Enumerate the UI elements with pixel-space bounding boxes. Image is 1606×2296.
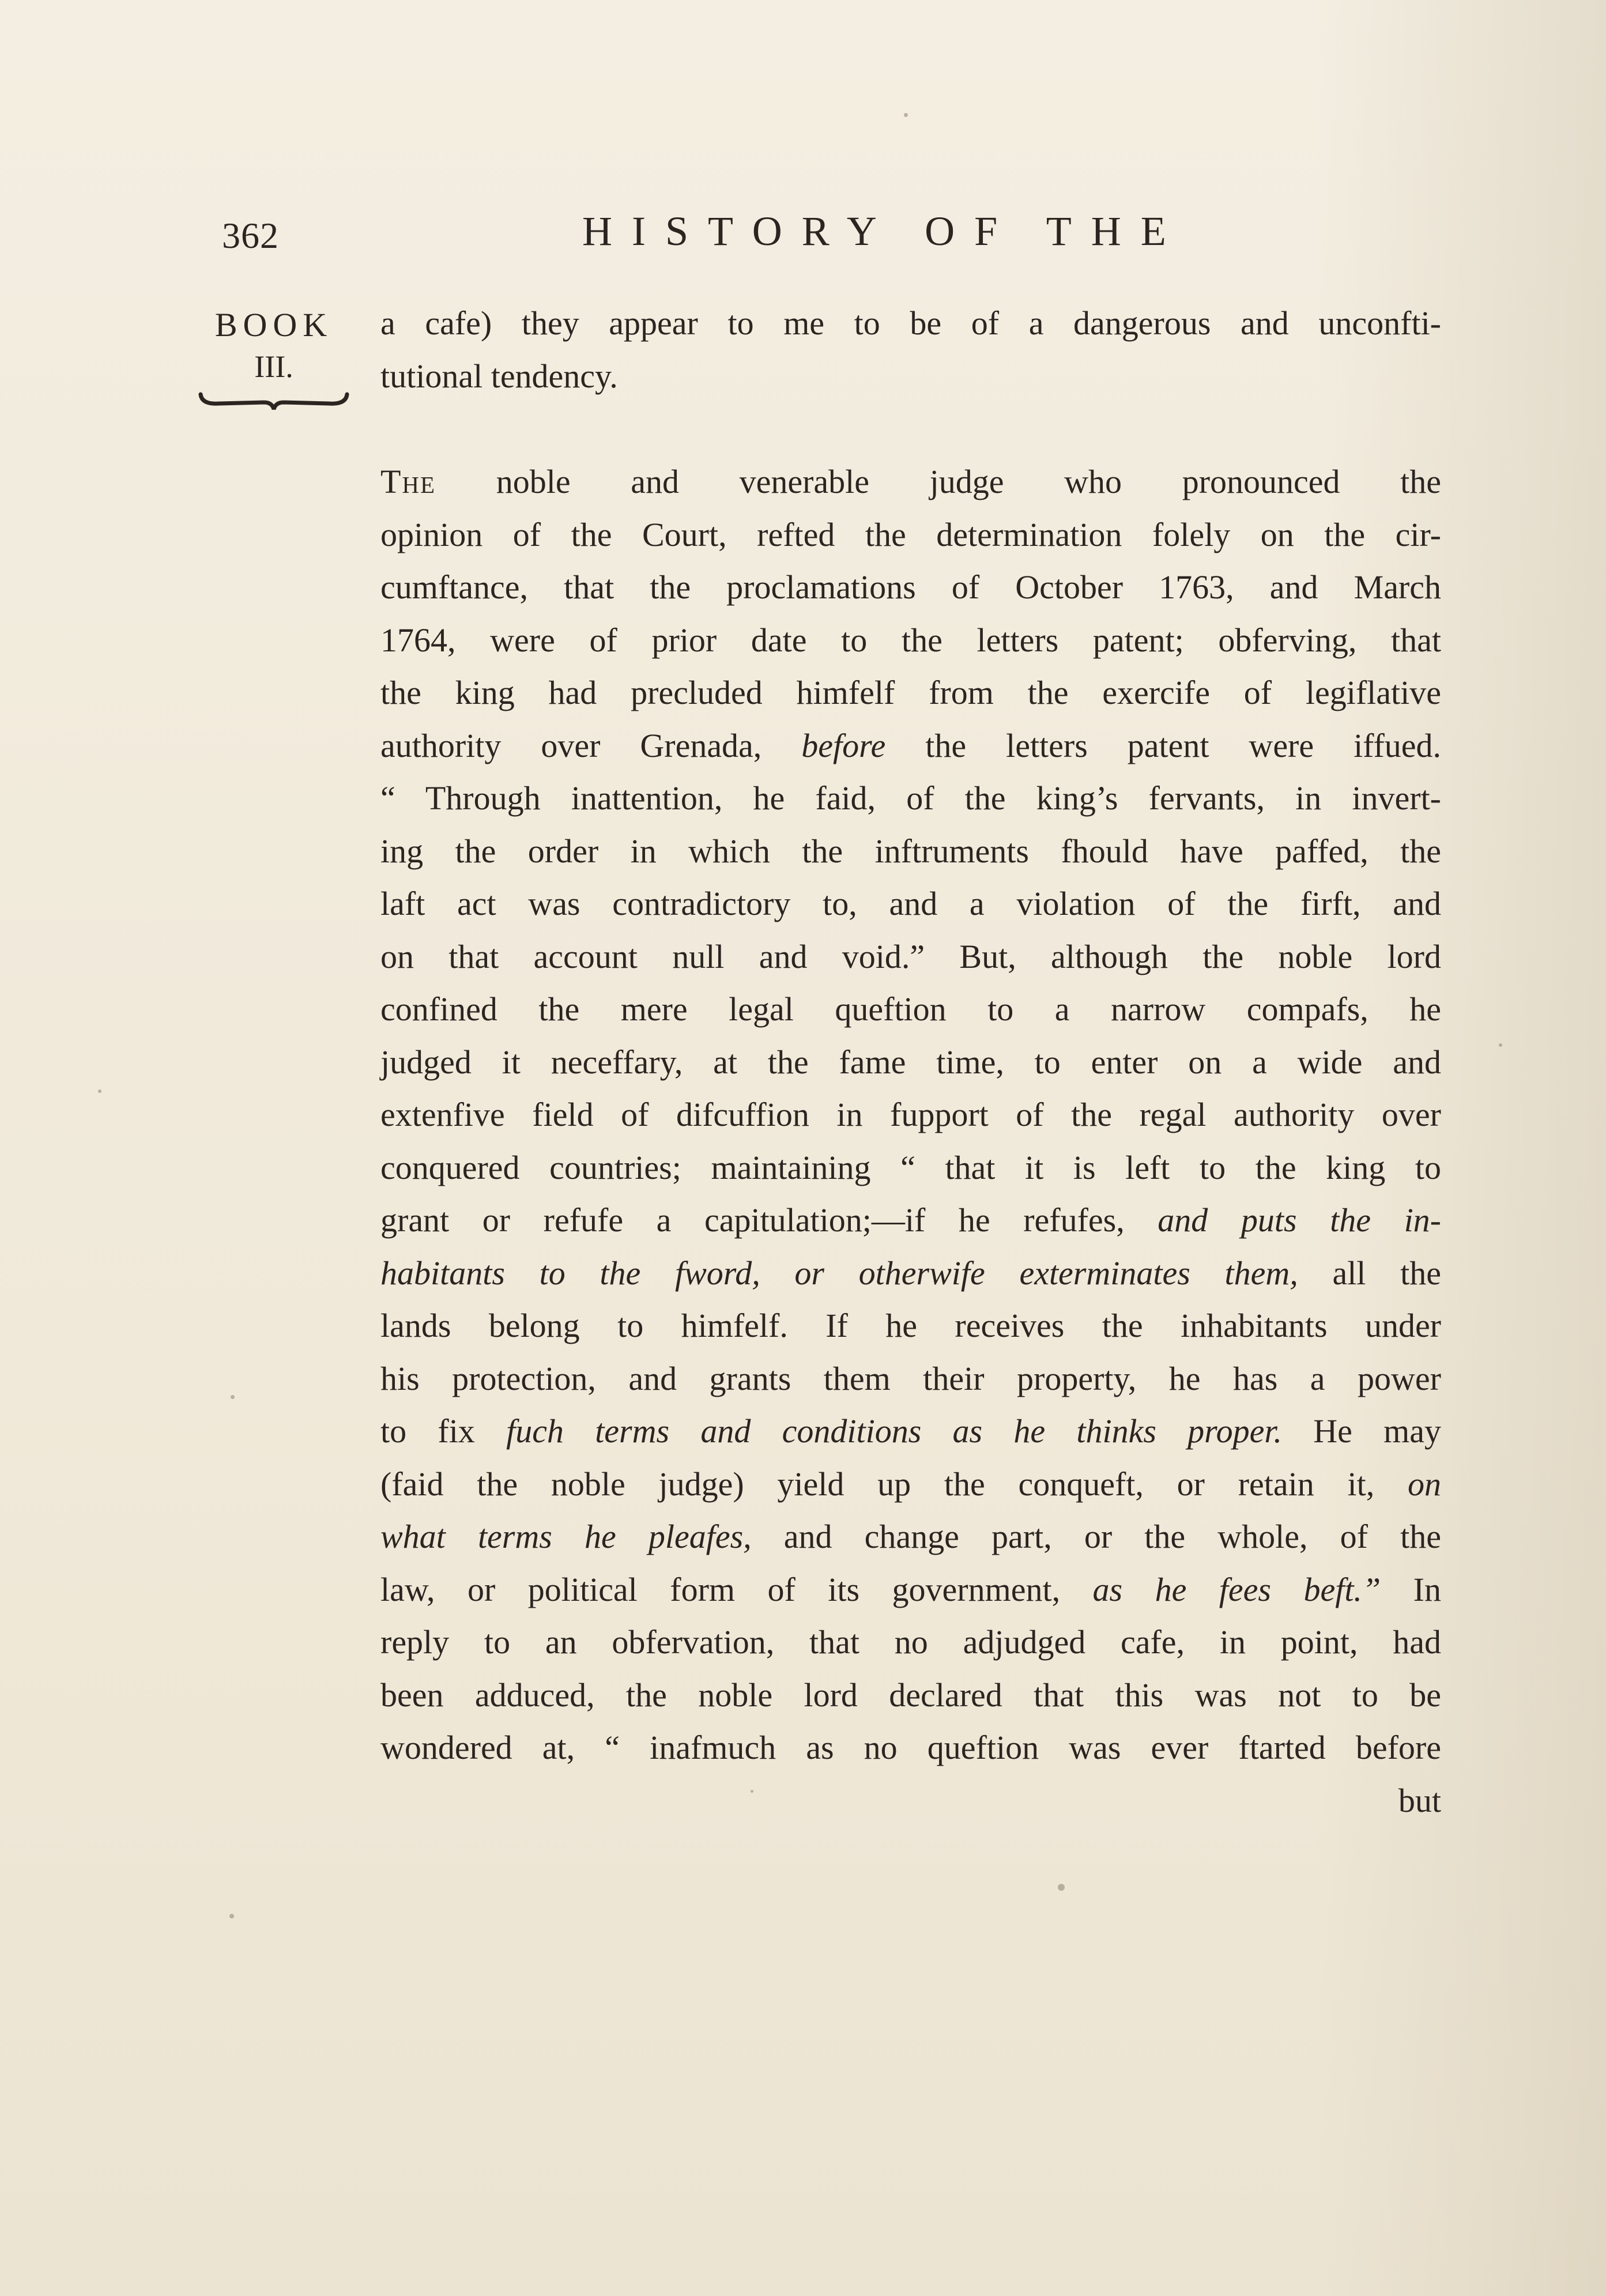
text-line: judged it neceffary, at the fame time, to enter on a wide and [380,1043,1441,1081]
text-line: wondered at, “ inafmuch as no queftion was ever ftarted before [380,1729,1441,1766]
text-fragment: to fix [380,1412,475,1450]
text-line [380,719,1441,772]
text-line: laft act was contradictory to, and a violation of the firft, and [380,885,1441,922]
paper-speck [98,1089,101,1093]
text-fragment: law, or political form of its government, [380,1570,1061,1608]
text-line [380,455,1441,508]
text-line: extenfive field of difcuffion in fupport of the regal authority over [380,1096,1441,1133]
text-fragment: (faid the noble judge) yield up the conqueft, or retain it, [380,1465,1375,1503]
text-line: confined the mere legal queftion to a narrow compafs, he [380,990,1441,1028]
page-number: 362 [222,215,279,256]
paragraph-2 [380,455,1441,1827]
italic-fragment: on [1374,1465,1441,1503]
text-line: a cafe) they appear to me to be of a dangerous and unconfti- [380,304,1441,342]
text-line [380,1510,1441,1563]
text-line: ing the order in which the inftruments fhould have paffed, the [380,832,1441,870]
text-fragment: and change part, or the whole, of the [783,1518,1441,1555]
italic-fragment: fuch terms and conditions as he thinks proper. [474,1412,1282,1450]
running-title: HISTORY OF THE [582,208,1186,254]
text-line: 1764, were of prior date to the letters patent; obferving, that [380,621,1441,659]
paper-speck [904,113,908,117]
text-fragment: In [1413,1570,1441,1608]
paper-speck [231,1395,235,1399]
italic-fragment: before [801,726,886,764]
italic-fragment: habitants to the fword, or otherwife exterminates them, [380,1254,1298,1292]
paper-speck [1058,1884,1065,1891]
text-line [380,1194,1441,1247]
text-fragment: noble and venerable judge who pronounced the [436,463,1441,500]
text-line [380,1563,1441,1616]
italic-fragment: as he fees beft.” [1060,1570,1381,1608]
text-line: his protection, and grants them their property, he has a power [380,1359,1441,1397]
text-line [380,1247,1441,1300]
catchword: but [1398,1781,1441,1819]
text-line: been adduced, the noble lord declared that this was not to be [380,1676,1441,1714]
margin-book-number: III. [254,349,293,384]
margin-note [190,304,357,413]
text-line: the king had precluded himfelf from the exercife of legiflative [380,674,1441,711]
running-head [0,208,1606,277]
italic-fragment: what terms he pleafes, [380,1518,752,1555]
text-line: opinion of the Court, refted the determination folely on the cir- [380,515,1441,553]
text-fragment: all the [1332,1254,1441,1292]
paper-speck [229,1914,234,1918]
text-line [380,1458,1441,1511]
text-fragment: He may [1313,1412,1441,1450]
text-fragment: grant or refufe a capitulation;—if he refufes, [380,1201,1125,1239]
opening-word: The [380,463,436,500]
paper-speck [1499,1043,1502,1047]
text-fragment: the letters patent were iffued. [885,726,1442,764]
margin-book-label: BOOK [214,306,333,344]
text-line: conquered countries; maintaining “ that it is left to the king to [380,1148,1441,1186]
brace-ornament [196,390,352,413]
italic-fragment: and puts the in- [1124,1201,1441,1239]
text-line: cumftance, that the proclamations of October 1763, and March [380,568,1441,606]
text-line: tutional tendency. [380,357,618,395]
paragraph-1 [380,297,1441,402]
text-line: “ Through inattention, he faid, of the king’s fervants, in invert- [380,779,1441,817]
text-line [380,1405,1441,1458]
text-line: reply to an obfervation, that no adjudged cafe, in point, had [380,1623,1441,1661]
paper-speck [751,1790,753,1793]
text-line: lands belong to himfelf. If he receives the inhabitants under [380,1307,1441,1344]
text-fragment: authority over Grenada, [380,726,762,764]
text-line: on that account null and void.” But, although the noble lord [380,937,1441,975]
